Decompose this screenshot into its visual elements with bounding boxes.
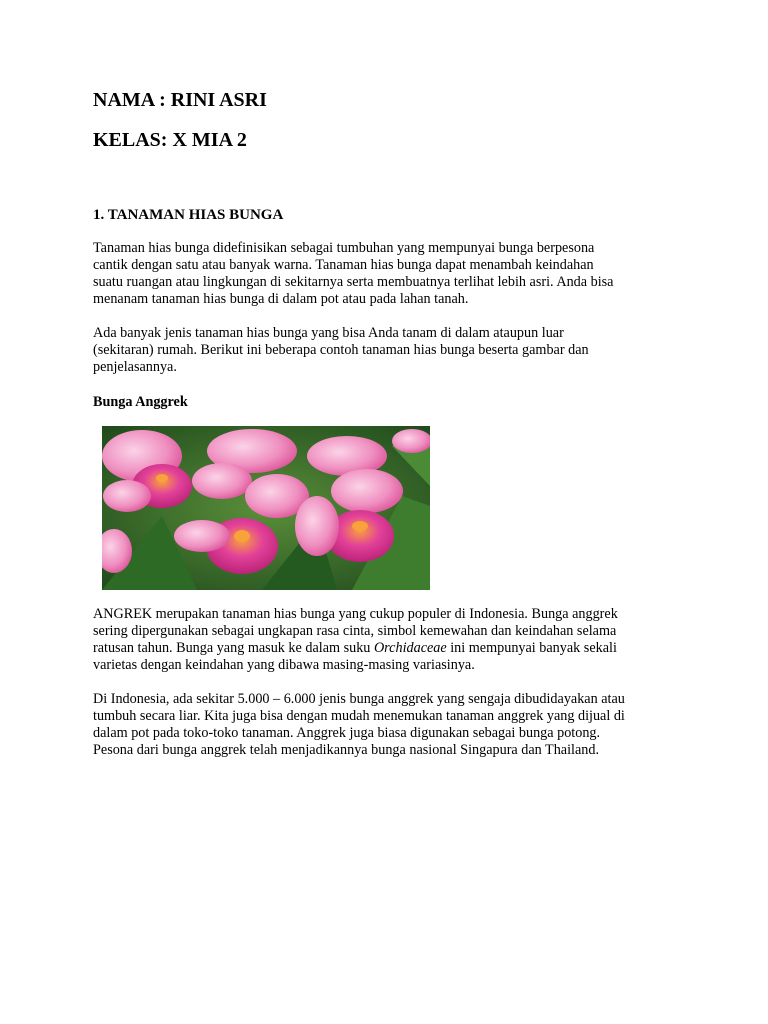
orchid-photo — [102, 426, 430, 590]
paragraph-line: tumbuh secara liar. Kita juga bisa dengan mudah menemukan tanaman anggrek yang dijual di — [93, 708, 625, 724]
paragraph-line: Ada banyak jenis tanaman hias bunga yang bisa Anda tanam di dalam ataupun luar — [93, 325, 564, 341]
paragraph-line: sering dipergunakan sebagai ungkapan rasa cinta, simbol kemewahan dan keindahan selama — [93, 623, 617, 639]
paragraph-line: penjelasannya. — [93, 359, 177, 375]
paragraph-line: cantik dengan satu atau banyak warna. Tanaman hias bunga dapat menambah keindahan — [93, 257, 594, 273]
orchid-subheading: Bunga Anggrek — [93, 394, 188, 410]
paragraph-line: Pesona dari bunga anggrek telah menjadikannya bunga nasional Singapura dan Thailand. — [93, 742, 600, 758]
paragraph-line: suatu ruangan atau lingkungan di sekitarnya serta membuatnya terlihat lebih asri. Anda bisa — [93, 274, 614, 290]
paragraph-line: dalam pot pada toko-toko tanaman. Anggrek juga biasa digunakan sebagai bunga potong. — [93, 725, 601, 741]
paragraph-text: ratusan tahun. Bunga yang masuk ke dalam suku — [93, 640, 374, 656]
paragraph-line: menanam tanaman hias bunga di dalam pot atau pada lahan tanah. — [93, 291, 469, 307]
intro-paragraph — [93, 240, 683, 308]
paragraph-text: ini mempunyai banyak sekali — [446, 640, 617, 656]
family-name-italic: Orchidaceae — [373, 640, 447, 656]
paragraph-line: Tanaman hias bunga didefinisikan sebagai tumbuhan yang mempunyai bunga berpesona — [93, 240, 595, 256]
student-class: KELAS: X MIA 2 — [93, 129, 247, 151]
orchid-paragraph-1 — [93, 606, 683, 674]
section-title: 1. TANAMAN HIAS BUNGA — [93, 207, 284, 223]
orchid-paragraph-2 — [93, 691, 683, 759]
paragraph-line: (sekitaran) rumah. Berikut ini beberapa contoh tanaman hias bunga beserta gambar dan — [93, 342, 589, 358]
paragraph-line: ANGREK merupakan tanaman hias bunga yang cukup populer di Indonesia. Bunga anggrek — [93, 606, 618, 622]
paragraph-line: Di Indonesia, ada sekitar 5.000 – 6.000 jenis bunga anggrek yang sengaja dibudidayakan atau — [93, 691, 625, 707]
paragraph-line — [93, 640, 683, 657]
examples-paragraph — [93, 325, 683, 376]
paragraph-line: varietas dengan keindahan yang dibawa masing-masing variasinya. — [93, 657, 475, 673]
student-name: NAMA : RINI ASRI — [93, 89, 267, 111]
